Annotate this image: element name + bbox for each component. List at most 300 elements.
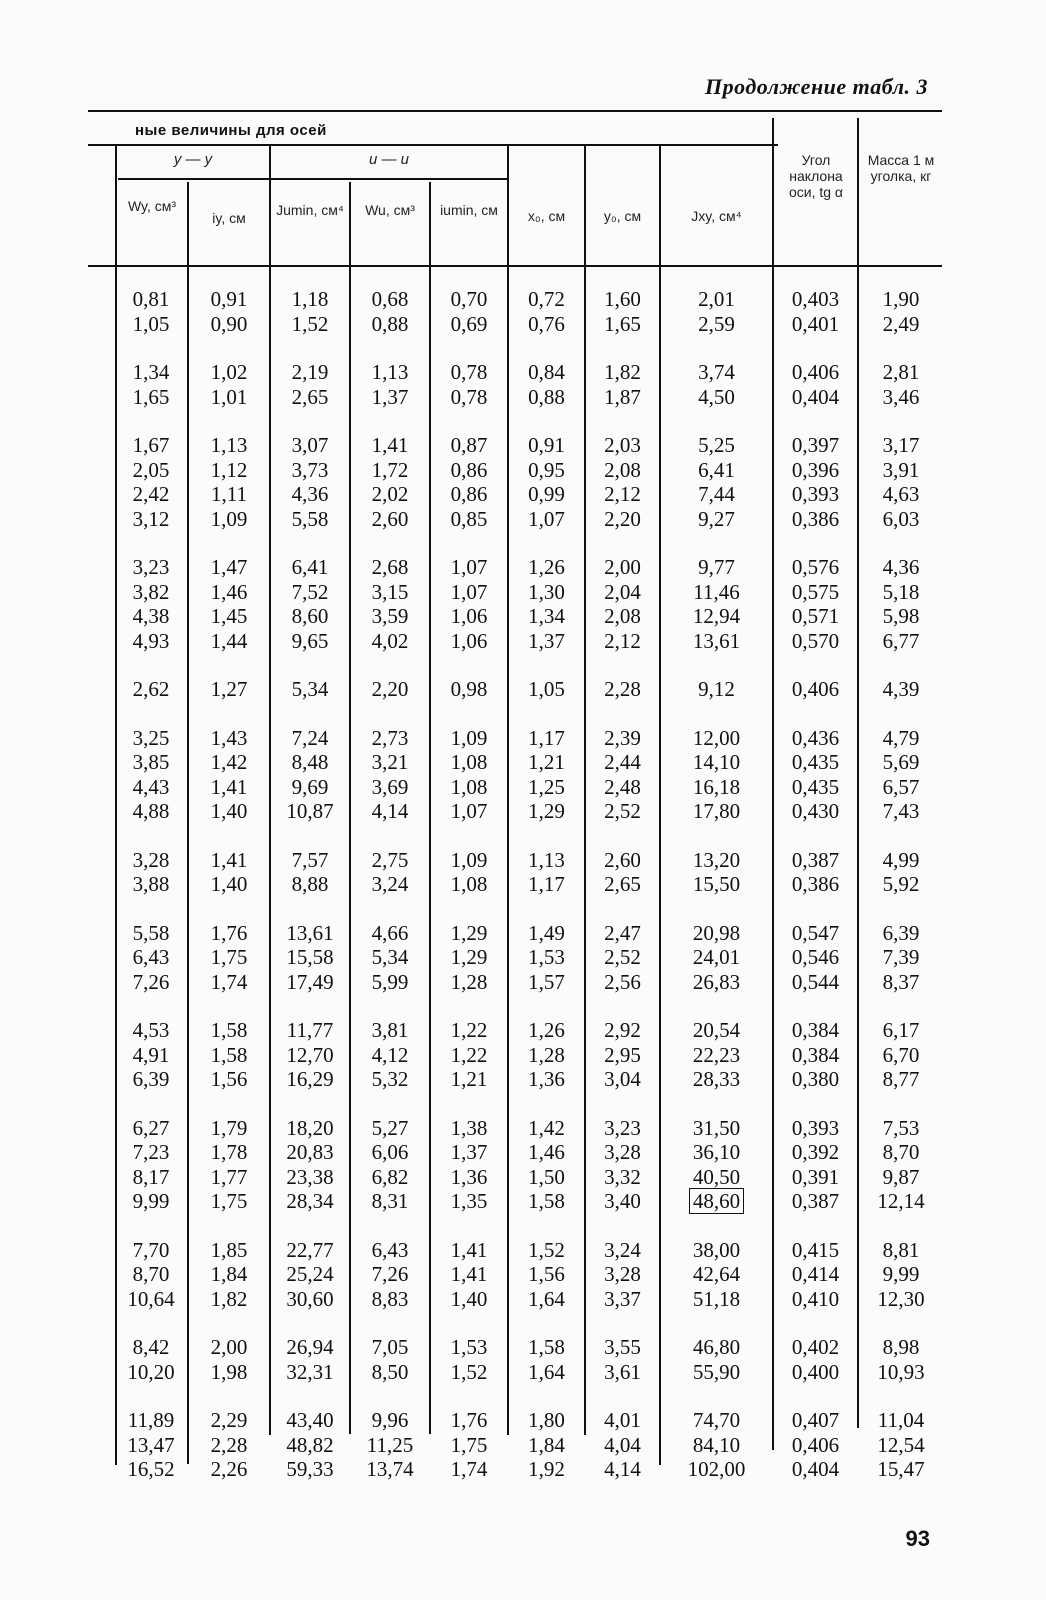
row-group (117, 848, 185, 897)
table-cell: 0,95 (528, 457, 565, 482)
table-cell: 0,84 (528, 360, 565, 384)
table-cell: 0,400 (791, 1359, 840, 1384)
row-group (191, 1018, 267, 1092)
row-group (191, 1116, 267, 1214)
table-cell: 1,53 (528, 945, 565, 969)
table-cell: 1,52 (528, 1237, 565, 1262)
table-cell: 24,01 (692, 945, 741, 969)
table-cell: 1,74 (210, 969, 248, 994)
row-group (510, 848, 583, 897)
table-cell: 4,91 (132, 1042, 170, 1067)
table-cell: 1,56 (210, 1067, 248, 1091)
row-group (352, 1238, 428, 1312)
table-cell: 2,49 (882, 311, 920, 336)
table-cell: 3,28 (604, 1140, 641, 1164)
table-cell: 11,46 (693, 579, 740, 604)
table-cell: 1,37 (450, 1140, 488, 1164)
table-cell: 1,53 (450, 1335, 488, 1359)
table-cell: 1,85 (210, 1237, 248, 1262)
table-cell: 1,29 (450, 945, 488, 969)
row-group (117, 360, 185, 409)
table-cell: 2,12 (604, 482, 641, 506)
table-cell (662, 1189, 771, 1214)
table-cell: 6,41 (291, 555, 329, 579)
table-cell: 20,54 (692, 1018, 741, 1042)
group-rule (118, 178, 508, 180)
table-cell: 6,43 (371, 1237, 409, 1262)
table-cell: 2,48 (604, 774, 641, 799)
table-cell: 1,08 (450, 872, 488, 896)
table-cell: 1,43 (210, 725, 248, 750)
table-cell: 1,75 (450, 1432, 488, 1457)
row-group (775, 1408, 856, 1482)
row-group (272, 360, 348, 409)
table-cell: 3,40 (604, 1189, 641, 1213)
table-cell: 0,387 (791, 847, 840, 872)
table-cell: 0,401 (791, 311, 840, 336)
table-cell: 7,24 (291, 725, 329, 750)
table-cell: 0,391 (791, 1164, 840, 1189)
table-cell: 5,58 (291, 506, 329, 531)
table-cell: 102,00 (687, 1457, 746, 1481)
table-cell: 30,60 (286, 1286, 334, 1311)
table-cell: 59,33 (286, 1457, 334, 1481)
row-group (510, 1335, 583, 1384)
table-cell: 4,43 (132, 774, 170, 799)
group-header-u: u — u (368, 151, 410, 168)
row-group (587, 360, 658, 409)
row-group (352, 1018, 428, 1092)
table-cell: 10,20 (127, 1359, 175, 1384)
table-cell: 4,36 (291, 482, 329, 506)
table-cell: 0,384 (791, 1018, 840, 1042)
table-cell: 9,77 (698, 555, 735, 579)
table-cell: 6,77 (882, 628, 920, 653)
table-cell: 7,52 (291, 579, 329, 604)
row-group (272, 726, 348, 824)
table-cell: 4,36 (882, 555, 920, 579)
row-group (662, 1335, 771, 1384)
table-cell: 2,03 (604, 433, 641, 457)
table-cell: 1,74 (450, 1457, 488, 1481)
table-cell: 8,17 (132, 1164, 170, 1189)
row-group (117, 677, 185, 702)
table-cell: 1,65 (132, 384, 170, 409)
table-cell: 1,28 (450, 969, 488, 994)
table-cell: 1,36 (450, 1164, 488, 1189)
table-cell: 0,575 (791, 579, 840, 604)
table-cell: 0,544 (791, 969, 840, 994)
row-group (432, 726, 506, 824)
row-group (117, 1408, 185, 1482)
table-cell: 14,10 (692, 750, 741, 774)
table-cell: 4,02 (371, 628, 409, 653)
boxed-value: 48,60 (689, 1188, 744, 1214)
table-cell: 1,79 (210, 1115, 248, 1140)
table-caption: ные величины для осей (135, 122, 327, 139)
column-header-wu: Wu, см³ (365, 202, 415, 218)
row-group (662, 1238, 771, 1312)
table-cell: 2,02 (371, 482, 409, 506)
row-group (117, 1335, 185, 1384)
table-cell: 26,83 (692, 969, 741, 994)
row-group (272, 1018, 348, 1092)
table-cell: 0,436 (791, 725, 840, 750)
row-group (662, 921, 771, 995)
table-cell: 0,403 (791, 287, 840, 311)
row-group (510, 921, 583, 995)
row-group (352, 677, 428, 702)
table-cell: 16,29 (286, 1067, 334, 1091)
table-cell: 31,50 (692, 1115, 741, 1140)
table-cell: 1,75 (210, 945, 248, 969)
row-group (272, 848, 348, 897)
table-cell: 3,81 (371, 1018, 409, 1042)
table-cell: 0,88 (371, 311, 409, 336)
table-cell: 42,64 (692, 1262, 741, 1286)
table-cell: 8,77 (882, 1067, 920, 1091)
table-cell: 4,39 (882, 677, 920, 701)
row-group (191, 1335, 267, 1384)
table-cell: 4,93 (132, 628, 170, 653)
table-cell: 2,05 (132, 457, 170, 482)
row-group (587, 1116, 658, 1214)
table-cell: 0,91 (210, 287, 248, 311)
table-cell: 48,82 (286, 1432, 334, 1457)
row-group (587, 1335, 658, 1384)
table-cell: 1,36 (528, 1067, 565, 1091)
row-group (662, 848, 771, 897)
table-cell: 5,99 (371, 969, 409, 994)
row-group (510, 726, 583, 824)
table-cell: 74,70 (692, 1408, 741, 1432)
table-cell: 1,07 (450, 799, 488, 823)
table-cell: 7,53 (882, 1115, 920, 1140)
row-group (775, 287, 856, 336)
row-group (662, 287, 771, 336)
table-cell: 2,75 (371, 847, 409, 872)
table-cell: 6,43 (132, 945, 170, 969)
table-cell: 3,82 (132, 579, 170, 604)
table-cell: 0,86 (450, 482, 488, 506)
column-divider (269, 145, 271, 1435)
row-group (352, 433, 428, 531)
table-cell: 5,32 (371, 1067, 409, 1091)
table-cell: 4,01 (604, 1408, 641, 1432)
row-group (191, 1238, 267, 1312)
table-cell: 0,87 (450, 433, 488, 457)
table-cell: 1,58 (528, 1335, 565, 1359)
table-cell: 3,46 (882, 384, 920, 409)
table-cell: 0,99 (528, 482, 565, 506)
table-cell: 0,430 (791, 799, 840, 823)
table-cell: 32,31 (286, 1359, 334, 1384)
table-cell: 55,90 (692, 1359, 741, 1384)
table-cell: 4,38 (132, 604, 170, 628)
table-cell: 0,406 (791, 1432, 840, 1457)
table-cell: 1,13 (371, 360, 409, 384)
table-cell: 3,32 (604, 1164, 641, 1189)
table-cell: 13,61 (692, 628, 741, 653)
table-cell: 1,82 (210, 1286, 248, 1311)
column-iumin (432, 287, 506, 1482)
table-cell: 28,34 (286, 1189, 334, 1213)
table-cell: 2,68 (371, 555, 409, 579)
table-cell: 6,41 (698, 457, 735, 482)
table-cell: 1,64 (528, 1359, 565, 1384)
table-cell: 2,65 (604, 872, 641, 896)
row-group (352, 1116, 428, 1214)
table-cell: 12,30 (877, 1286, 925, 1311)
table-cell: 2,56 (604, 969, 641, 994)
table-cell: 15,47 (877, 1457, 925, 1481)
table-cell: 1,13 (528, 847, 565, 872)
table-cell: 7,70 (132, 1237, 170, 1262)
table-cell: 9,87 (882, 1164, 920, 1189)
row-group (860, 1116, 942, 1214)
table-cell: 2,47 (604, 920, 641, 945)
table-cell: 3,23 (132, 555, 170, 579)
table-cell: 25,24 (286, 1262, 334, 1286)
column-wu (352, 287, 428, 1482)
row-group (587, 1018, 658, 1092)
row-group (662, 1018, 771, 1092)
table-cell: 3,15 (371, 579, 409, 604)
row-group (587, 848, 658, 897)
table-cell: 2,04 (604, 579, 641, 604)
row-group (272, 1238, 348, 1312)
table-cell: 5,25 (698, 433, 735, 457)
table-cell: 1,58 (210, 1018, 248, 1042)
table-cell: 7,57 (291, 847, 329, 872)
table-cell: 15,50 (692, 872, 741, 896)
table-cell: 84,10 (692, 1432, 741, 1457)
table-cell: 10,93 (877, 1359, 925, 1384)
table-cell: 8,70 (882, 1140, 920, 1164)
table-cell: 1,09 (210, 506, 248, 531)
table-cell: 0,91 (528, 433, 565, 457)
table-cell: 1,77 (210, 1164, 248, 1189)
row-group (432, 1018, 506, 1092)
table-cell: 3,07 (291, 433, 329, 457)
table-cell: 0,571 (791, 604, 840, 628)
table-cell: 1,65 (604, 311, 641, 336)
table-cell: 0,90 (210, 311, 248, 336)
table-cell: 2,29 (210, 1408, 248, 1432)
table-cell: 2,81 (882, 360, 920, 384)
table-cell: 1,57 (528, 969, 565, 994)
table-cell: 0,410 (791, 1286, 840, 1311)
table-cell: 3,04 (604, 1067, 641, 1091)
table-cell: 2,65 (291, 384, 329, 409)
table-cell: 3,91 (882, 457, 920, 482)
row-group (775, 1116, 856, 1214)
row-group (191, 433, 267, 531)
column-jxy (662, 287, 771, 1482)
table-cell: 1,25 (528, 774, 565, 799)
table-cell: 1,42 (528, 1115, 565, 1140)
row-group (775, 433, 856, 531)
row-group (860, 921, 942, 995)
table-cell: 13,61 (286, 920, 334, 945)
column-header-jumin: Jumin, см⁴ (276, 202, 344, 218)
row-group (775, 360, 856, 409)
table-cell: 1,52 (450, 1359, 488, 1384)
table-cell: 1,92 (528, 1457, 565, 1481)
table-cell: 3,85 (132, 750, 170, 774)
column-divider (772, 118, 774, 1450)
table-cell: 0,396 (791, 457, 840, 482)
table-cell: 0,380 (791, 1067, 840, 1091)
table-cell: 0,546 (791, 945, 840, 969)
table-cell: 1,52 (291, 311, 329, 336)
table-cell: 1,22 (450, 1018, 488, 1042)
table-cell: 1,72 (371, 457, 409, 482)
table-cell: 1,17 (528, 872, 565, 896)
row-group (510, 677, 583, 702)
table-cell: 0,70 (450, 287, 488, 311)
table-cell: 1,06 (450, 604, 488, 628)
table-cell: 1,41 (210, 847, 248, 872)
column-header-y0: y₀, см (603, 208, 642, 224)
table-cell: 1,06 (450, 628, 488, 653)
row-group (510, 1408, 583, 1482)
table-cell: 0,78 (450, 384, 488, 409)
table-cell: 3,21 (371, 750, 409, 774)
row-group (510, 555, 583, 653)
table-cell: 9,27 (698, 506, 735, 531)
table-cell: 2,28 (604, 677, 641, 701)
table-cell: 8,37 (882, 969, 920, 994)
table-cell: 7,43 (882, 799, 920, 823)
row-group (117, 726, 185, 824)
table-cell: 3,61 (604, 1359, 641, 1384)
table-cell: 3,37 (604, 1286, 641, 1311)
table-cell: 3,74 (698, 360, 735, 384)
table-cell: 1,67 (132, 433, 170, 457)
table-cell: 0,397 (791, 433, 840, 457)
table-cell: 1,64 (528, 1286, 565, 1311)
row-group (587, 677, 658, 702)
table-cell: 1,17 (528, 725, 565, 750)
table-cell: 20,98 (692, 920, 741, 945)
row-group (117, 287, 185, 336)
row-group (272, 287, 348, 336)
table-cell: 0,78 (450, 360, 488, 384)
table-cell: 1,58 (210, 1042, 248, 1067)
table-cell: 9,12 (698, 677, 735, 701)
row-group (272, 677, 348, 702)
table-cell: 7,26 (371, 1262, 409, 1286)
row-group (272, 1116, 348, 1214)
table-cell: 12,54 (877, 1432, 925, 1457)
table-cell: 1,30 (528, 579, 565, 604)
table-cell: 2,20 (371, 677, 409, 701)
table-cell: 3,28 (604, 1262, 641, 1286)
table-cell: 1,07 (528, 506, 565, 531)
table-cell: 6,27 (132, 1115, 170, 1140)
table-cell: 1,41 (450, 1237, 488, 1262)
column-mass (860, 287, 942, 1482)
row-group (117, 1238, 185, 1312)
column-divider (507, 145, 509, 1435)
table-cell: 4,99 (882, 847, 920, 872)
table-cell: 1,35 (450, 1189, 488, 1213)
row-group (432, 921, 506, 995)
table-cell: 3,69 (371, 774, 409, 799)
table-cell: 13,74 (366, 1457, 414, 1481)
row-group (510, 1116, 583, 1214)
table-cell: 4,79 (882, 725, 920, 750)
table-cell: 5,18 (882, 579, 920, 604)
table-cell: 12,00 (692, 725, 741, 750)
row-group (191, 1408, 267, 1482)
row-group (117, 921, 185, 995)
column-divider (659, 145, 661, 1465)
table-cell: 3,59 (371, 604, 409, 628)
table-cell: 1,29 (450, 920, 488, 945)
row-group (587, 726, 658, 824)
table-cell: 8,48 (291, 750, 329, 774)
table-cell: 3,28 (132, 847, 170, 872)
row-group (662, 1408, 771, 1482)
row-group (352, 1408, 428, 1482)
row-group (352, 1335, 428, 1384)
continuation-title: Продолжение табл. 3 (705, 74, 928, 99)
page-number: 93 (905, 1526, 930, 1551)
row-group (432, 555, 506, 653)
table-cell: 10,87 (286, 799, 334, 823)
table-cell: 0,392 (791, 1140, 840, 1164)
row-group (860, 848, 942, 897)
table-cell: 4,12 (371, 1042, 409, 1067)
column-header-x0: x₀, см (527, 208, 566, 224)
top-rule (88, 110, 942, 112)
table-cell: 4,53 (132, 1018, 170, 1042)
table-cell: 1,76 (450, 1408, 488, 1432)
table-cell: 1,27 (210, 677, 248, 701)
table-cell: 7,23 (132, 1140, 170, 1164)
table-cell: 0,68 (371, 287, 409, 311)
table-cell: 6,57 (882, 774, 920, 799)
table-cell: 0,435 (791, 774, 840, 799)
row-group (860, 360, 942, 409)
table-cell: 22,23 (692, 1042, 741, 1067)
table-cell: 2,44 (604, 750, 641, 774)
row-group (775, 848, 856, 897)
row-group (510, 1238, 583, 1312)
table-cell: 2,52 (604, 945, 641, 969)
table-cell: 8,42 (132, 1335, 170, 1359)
row-group (775, 921, 856, 995)
row-group (272, 555, 348, 653)
row-group (272, 1335, 348, 1384)
table-cell: 2,92 (604, 1018, 641, 1042)
table-cell: 13,47 (127, 1432, 175, 1457)
column-divider (429, 182, 431, 1434)
row-group (587, 921, 658, 995)
row-group (432, 1116, 506, 1214)
table-cell: 1,12 (210, 457, 248, 482)
table-cell: 11,89 (127, 1408, 175, 1432)
table-cell: 6,70 (882, 1042, 920, 1067)
row-group (432, 433, 506, 531)
table-cell: 1,21 (528, 750, 565, 774)
table-cell: 2,95 (604, 1042, 641, 1067)
table-cell: 5,92 (882, 872, 920, 896)
table-cell: 2,08 (604, 457, 641, 482)
table-cell: 40,50 (692, 1164, 741, 1189)
